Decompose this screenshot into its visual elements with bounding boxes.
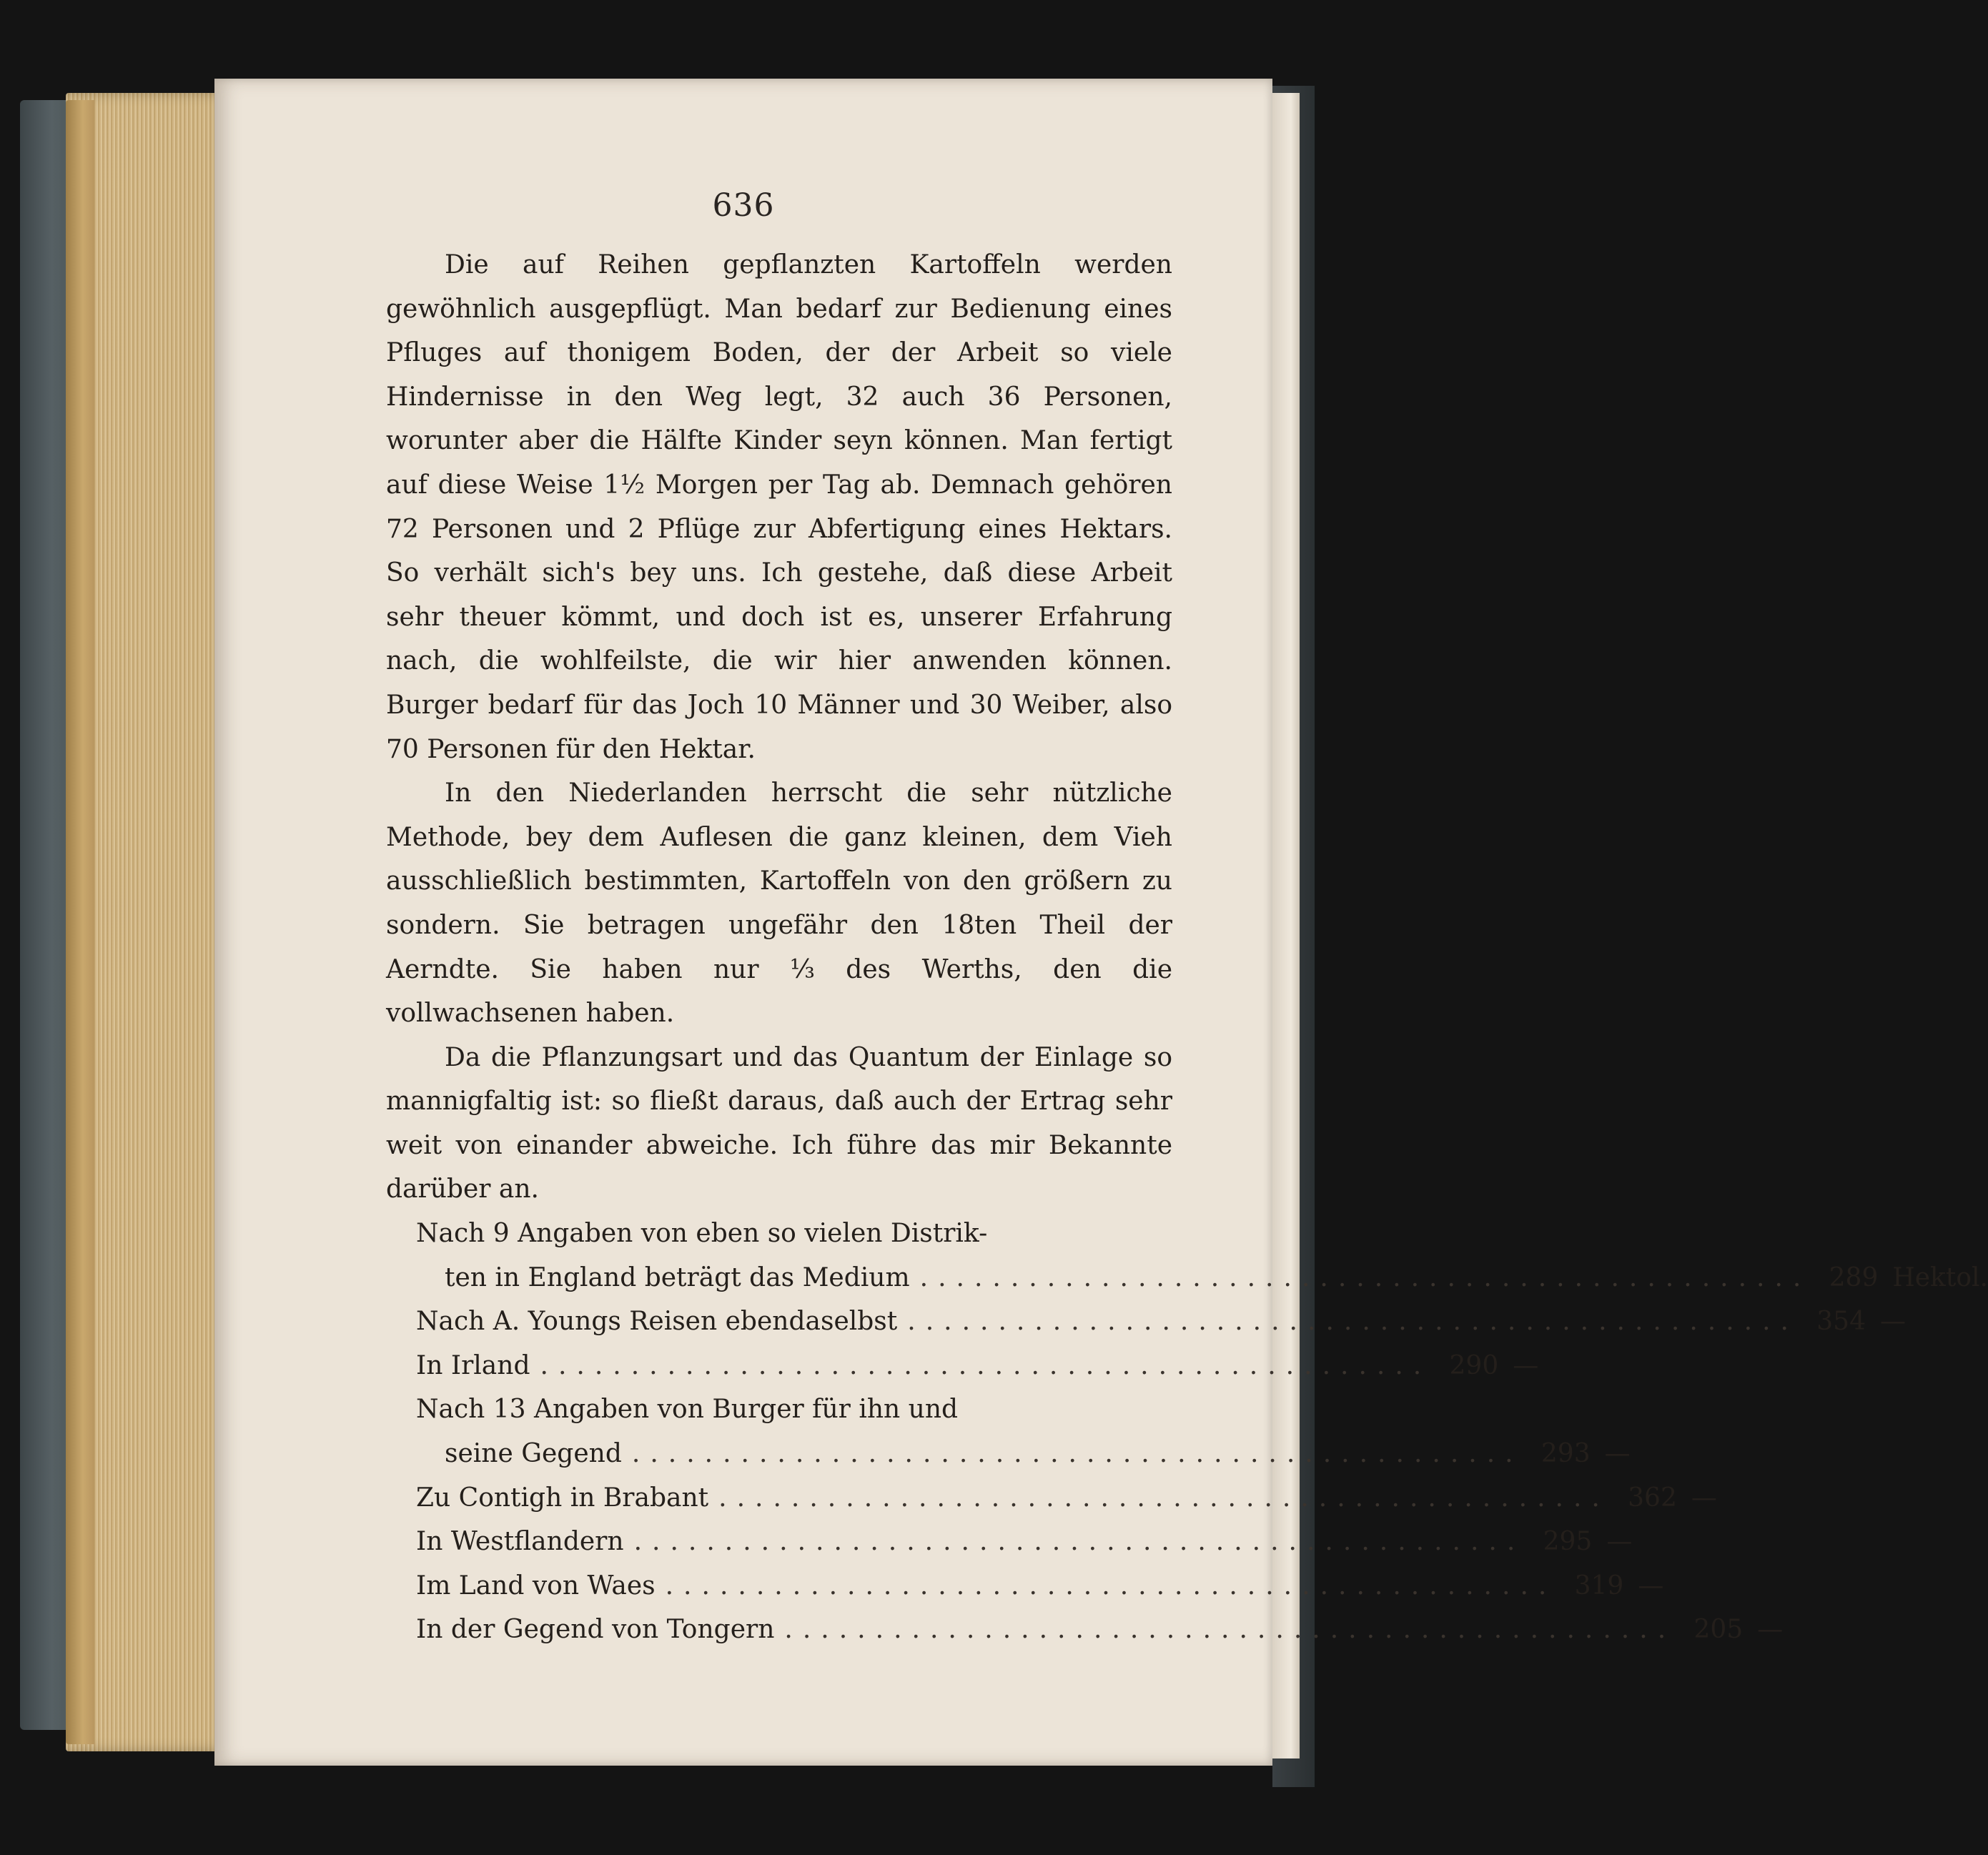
book-page — [214, 79, 1988, 1766]
entry-label: Nach 13 Angaben von Burger für ihn und — [416, 1395, 959, 1425]
list-item — [386, 1387, 1172, 1432]
paragraph-3: Da die Pflanzungsart und das Quantum der Einlage so mannigfaltig ist: so fließt daraus, daß auch der Ertrag sehr weit von einander abweiche. Ich führe das mir Bekannte darüber an. — [386, 1042, 1172, 1204]
entry-value: 354 — [1816, 1307, 1866, 1337]
dot-leader: ................................................. — [784, 1615, 1676, 1645]
entry-label: Zu Contigh in Brabant — [416, 1483, 709, 1513]
entry-label: In Irland — [416, 1350, 530, 1380]
dot-leader: ................................................. — [631, 1439, 1523, 1469]
entry-unit: Hektol. — [1892, 1262, 1988, 1292]
entry-value: 293 — [1541, 1439, 1591, 1469]
entry-unit: — — [1513, 1350, 1539, 1380]
entry-unit: — — [1606, 1527, 1633, 1557]
entry-unit: — — [1879, 1307, 1906, 1337]
entry-value: 319 — [1574, 1570, 1624, 1601]
list-item — [386, 1476, 1717, 1520]
entry-label: seine Gegend — [445, 1439, 622, 1469]
page-number: 636 — [712, 187, 775, 224]
page-text — [386, 243, 1988, 1652]
list-item — [386, 1344, 1539, 1388]
entry-value: 205 — [1693, 1615, 1744, 1645]
gilt-edge — [66, 100, 94, 1744]
entry-label: Nach 9 Angaben von eben so vielen Distrik- — [416, 1219, 988, 1249]
entry-label: Nach A. Youngs Reisen ebendaselbst — [416, 1307, 898, 1337]
paragraph-2: In den Niederlanden herrscht die sehr nützliche Methode, bey dem Auflesen die ganz kleinen, dem Vieh ausschließlich bestimmten, Kartoffeln von den größern zu sondern. Sie betragen ungefähr den 18ten Theil der Aerndte. Sie haben nur ⅓ des Werths, den die vollwachsenen haben. — [386, 778, 1172, 1029]
entry-unit: — — [1638, 1570, 1664, 1601]
list-item — [386, 1608, 1784, 1652]
entry-label: ten in England beträgt das Medium — [445, 1262, 910, 1292]
yield-list — [386, 1212, 1988, 1652]
dot-leader: ................................................. — [540, 1350, 1432, 1380]
entry-unit: — — [1757, 1615, 1784, 1645]
entry-value: 362 — [1628, 1483, 1677, 1513]
entry-label: In der Gegend von Tongern — [416, 1615, 775, 1645]
list-item — [386, 1520, 1633, 1564]
entry-label: In Westflandern — [416, 1527, 624, 1557]
dot-leader: ................................................. — [665, 1570, 1557, 1601]
entry-unit: — — [1604, 1439, 1631, 1469]
dot-leader: ................................................. — [718, 1483, 1610, 1513]
list-item — [386, 1256, 1988, 1300]
paragraph-1: Die auf Reihen gepflanzten Kartoffeln werden gewöhnlich ausgepflügt. Man bedarf zur Bedienung eines Pfluges auf thonigem Boden, der der Arbeit so viele Hindernisse in den Weg legt, 32 auch 36 Personen, worunter aber die Hälfte Kinder seyn können. Man fertigt auf diese Weise 1½ Morgen per Tag ab. Demnach gehören 72 Personen und 2 Pflüge zur Abfertigung eines Hektars. So verhält sich's bey uns. Ich gestehe, daß diese Arbeit sehr theuer kömmt, und doch ist es, unserer Erfahrung nach, die wohlfeilste, die wir hier anwenden können. Burger bedarf für das Joch 10 Männer und 30 Weiber, also 70 Personen für den Hektar. — [386, 250, 1172, 764]
entry-value: 289 — [1829, 1262, 1879, 1292]
list-item — [386, 1212, 1172, 1256]
list-item — [386, 1300, 1906, 1344]
dot-leader: ................................................. — [919, 1262, 1811, 1292]
entry-label: Im Land von Waes — [416, 1570, 656, 1601]
list-item — [386, 1432, 1631, 1476]
entry-value: 290 — [1449, 1350, 1499, 1380]
entry-value: 295 — [1543, 1527, 1593, 1557]
dot-leader: ................................................. — [907, 1307, 1799, 1337]
dot-leader: ................................................. — [633, 1527, 1525, 1557]
list-item — [386, 1564, 1664, 1608]
entry-unit: — — [1691, 1483, 1717, 1513]
